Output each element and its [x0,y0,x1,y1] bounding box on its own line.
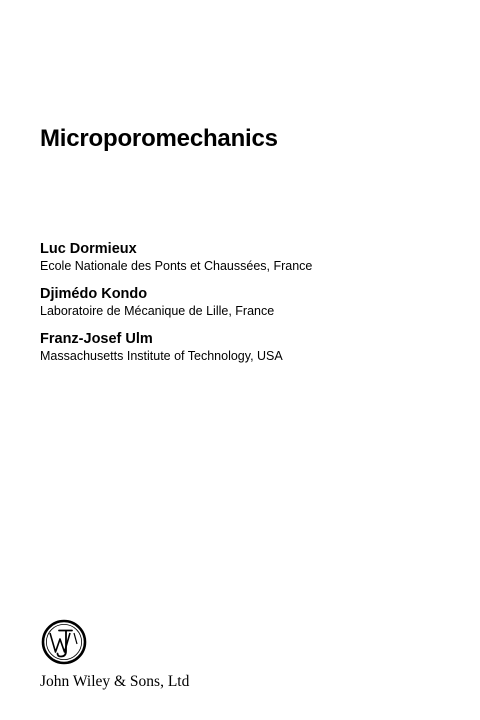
author-entry [40,285,460,319]
author-entry [40,330,460,364]
author-list [40,240,460,375]
author-name: Luc Dormieux [40,241,137,257]
publisher-name: John Wiley & Sons, Ltd [40,673,190,690]
book-title: Microporomechanics [40,125,278,152]
author-name: Djimédo Kondo [40,286,148,302]
author-affiliation: Massachusetts Institute of Technology, USA [40,349,283,363]
author-affiliation: Laboratoire de Mécanique de Lille, France [40,304,275,318]
wiley-logo-icon [40,618,88,668]
author-name: Franz-Josef Ulm [40,331,153,347]
author-entry [40,240,460,274]
author-affiliation: Ecole Nationale des Ponts et Chaussées, France [40,259,313,273]
